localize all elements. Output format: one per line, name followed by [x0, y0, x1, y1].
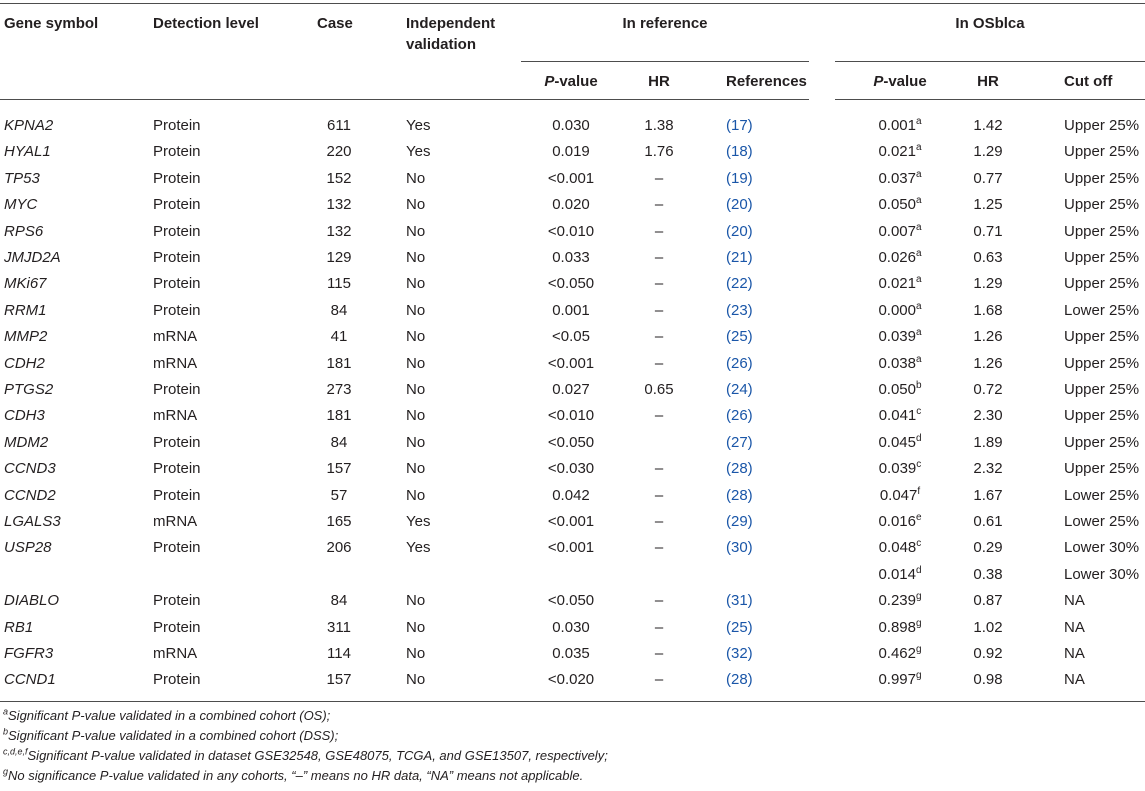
osblca-p-value-cell: 0.039$^c$	[878, 459, 922, 477]
cut-off-cell: Upper 25%	[1064, 249, 1140, 266]
reference-p-value-cell: 0.030	[552, 117, 590, 134]
reference-p-value-cell: 0.033	[552, 249, 590, 266]
detection-level-cell: Protein	[153, 275, 201, 292]
gene-symbol-cell: CCND1	[4, 671, 56, 688]
independent-validation-cell: No	[406, 196, 426, 213]
reference-hr-cell: –	[654, 328, 664, 345]
independent-validation-cell: No	[406, 355, 426, 372]
header-cut-off: Cut off	[1064, 73, 1113, 90]
cut-off-cell: NA	[1064, 619, 1085, 636]
header-ref-p-value: P-value	[544, 73, 598, 90]
reference-p-value-cell: <0.030	[547, 460, 595, 477]
footnote	[3, 768, 583, 784]
case-cell: 181	[326, 407, 352, 424]
reference-link[interactable]: (24)	[726, 381, 753, 398]
osblca-p-value-cell: 0.997$^g$	[878, 670, 922, 688]
independent-validation-cell: Yes	[406, 513, 431, 530]
footnote-marker: a	[915, 142, 922, 153]
footnote	[3, 748, 608, 764]
osblca-p-value-cell: 0.045$^d$	[878, 433, 922, 451]
cut-off-cell: Upper 25%	[1064, 170, 1140, 187]
reference-hr-cell: –	[654, 170, 664, 187]
case-cell: 165	[326, 513, 352, 530]
cut-off-cell: NA	[1064, 645, 1085, 662]
table-bottom-rule	[0, 701, 1145, 702]
cut-off-cell: Lower 30%	[1064, 539, 1140, 556]
detection-level-cell: Protein	[153, 196, 201, 213]
case-cell: 157	[326, 671, 352, 688]
reference-link[interactable]: (18)	[726, 143, 753, 160]
detection-level-cell: Protein	[153, 170, 201, 187]
footnote-marker: a	[915, 274, 922, 285]
gene-symbol-cell: MDM2	[4, 434, 49, 451]
reference-p-value-cell: <0.001	[547, 539, 595, 556]
osblca-hr-cell: 1.26	[973, 355, 1003, 372]
footnote-marker: c	[916, 406, 922, 417]
gene-symbol-cell: TP53	[4, 170, 40, 187]
footnote-marker: c	[916, 538, 922, 549]
osblca-p-value-cell: 0.038$^a$	[878, 354, 922, 372]
osblca-p-value-cell: 0.000$^a$	[878, 301, 922, 319]
gene-symbol-cell: PTGS2	[4, 381, 54, 398]
osblca-hr-cell: 1.02	[973, 619, 1003, 636]
reference-hr-cell: –	[654, 645, 664, 662]
reference-link[interactable]: (26)	[726, 407, 753, 424]
footnote-marker: a	[915, 222, 922, 233]
independent-validation-cell: No	[406, 671, 426, 688]
case-cell: 84	[330, 434, 348, 451]
osblca-hr-cell: 1.29	[973, 275, 1003, 292]
gene-symbol-cell: MMP2	[4, 328, 48, 345]
case-cell: 152	[326, 170, 352, 187]
reference-p-value-cell: 0.019	[552, 143, 590, 160]
reference-p-value-cell: 0.020	[552, 196, 590, 213]
gene-symbol-cell: CCND2	[4, 487, 56, 504]
case-cell: 57	[330, 487, 348, 504]
footnote	[3, 728, 338, 744]
osblca-p-value-cell: 0.239$^g$	[878, 591, 922, 609]
case-cell: 84	[330, 302, 348, 319]
footnote-marker: d	[915, 565, 922, 576]
osblca-p-value-cell: 0.026$^a$	[878, 248, 922, 266]
reference-p-value-cell: 0.030	[552, 619, 590, 636]
reference-p-value-cell: <0.050	[547, 592, 595, 609]
in-osblca-underline	[835, 61, 1145, 62]
osblca-p-value-cell: 0.047$^f$	[879, 486, 921, 504]
independent-validation-cell: Yes	[406, 117, 431, 134]
independent-validation-cell: No	[406, 460, 426, 477]
header-in-reference: In reference	[622, 15, 708, 32]
reference-hr-cell: –	[654, 407, 664, 424]
cut-off-cell: Upper 25%	[1064, 143, 1140, 160]
reference-hr-cell: –	[654, 539, 664, 556]
reference-hr-cell: –	[654, 513, 664, 530]
header-rule-reference	[521, 99, 809, 100]
gene-symbol-cell: FGFR3	[4, 645, 54, 662]
case-cell: 132	[326, 223, 352, 240]
reference-hr-cell: –	[654, 223, 664, 240]
osblca-hr-cell: 0.77	[973, 170, 1003, 187]
independent-validation-cell: No	[406, 619, 426, 636]
cut-off-cell: Upper 25%	[1064, 355, 1140, 372]
gene-symbol-cell: CDH2	[4, 355, 45, 372]
reference-hr-cell: –	[654, 619, 664, 636]
reference-hr-cell: 1.76	[644, 143, 674, 160]
osblca-p-value-cell: 0.039$^a$	[878, 327, 922, 345]
cut-off-cell: Upper 25%	[1064, 196, 1140, 213]
osblca-hr-cell: 1.29	[973, 143, 1003, 160]
detection-level-cell: Protein	[153, 460, 201, 477]
gene-symbol-cell: RPS6	[4, 223, 44, 240]
osblca-hr-cell: 0.38	[973, 566, 1003, 583]
cut-off-cell: Upper 25%	[1064, 381, 1140, 398]
case-cell: 84	[330, 592, 348, 609]
reference-hr-cell: –	[654, 196, 664, 213]
cut-off-cell: Lower 25%	[1064, 302, 1140, 319]
osblca-hr-cell: 1.26	[973, 328, 1003, 345]
osblca-p-value-cell: 0.001$^a$	[878, 116, 922, 134]
osblca-p-value-cell: 0.898$^g$	[878, 618, 922, 636]
footnote-text: Significant P-value validated in a combined cohort (DSS);	[8, 728, 339, 743]
reference-link[interactable]: (28)	[726, 671, 753, 688]
header-ref-hr: HR	[648, 73, 670, 90]
footnote	[3, 708, 330, 724]
gene-symbol-cell: CDH3	[4, 407, 45, 424]
case-cell: 41	[330, 328, 348, 345]
osblca-p-value-cell: 0.050$^b$	[878, 380, 922, 398]
osblca-p-value-cell: 0.021$^a$	[878, 142, 922, 160]
cut-off-cell: Lower 25%	[1064, 487, 1140, 504]
detection-level-cell: Protein	[153, 143, 201, 160]
footnote-marker: a	[915, 301, 922, 312]
reference-hr-cell: –	[654, 592, 664, 609]
osblca-hr-cell: 0.98	[973, 671, 1003, 688]
gene-symbol-cell: RB1	[4, 619, 34, 636]
osblca-p-value-cell: 0.048$^c$	[878, 538, 922, 556]
case-cell: 114	[327, 645, 351, 662]
osblca-p-value-cell: 0.050$^a$	[878, 195, 922, 213]
footnote-text: Significant P-value validated in dataset GSE32548, GSE48075, TCGA, and GSE13507, respectively;	[27, 748, 608, 763]
reference-p-value-cell: 0.001	[552, 302, 590, 319]
reference-link[interactable]: (27)	[726, 434, 753, 451]
header-references: References	[726, 73, 807, 90]
footnote-marker: b	[3, 726, 9, 737]
detection-level-cell: mRNA	[153, 513, 198, 530]
reference-link[interactable]: (25)	[726, 619, 753, 636]
reference-hr-cell: 1.38	[644, 117, 674, 134]
independent-validation-cell: Yes	[406, 539, 431, 556]
detection-level-cell: mRNA	[153, 328, 198, 345]
case-cell: 115	[327, 275, 351, 292]
case-cell: 129	[326, 249, 352, 266]
cut-off-cell: Upper 25%	[1064, 223, 1140, 240]
osblca-p-value-cell: 0.007$^a$	[878, 222, 922, 240]
reference-hr-cell: –	[654, 275, 664, 292]
footnote-marker: b	[915, 380, 922, 391]
osblca-p-value-cell: 0.021$^a$	[878, 274, 922, 292]
osblca-p-value-cell: 0.014$^d$	[878, 565, 922, 583]
detection-level-cell: Protein	[153, 117, 201, 134]
footnote-marker: a	[915, 116, 922, 127]
reference-p-value-cell: <0.020	[547, 671, 595, 688]
reference-p-value-cell: <0.001	[547, 355, 595, 372]
gene-symbol-cell: CCND3	[4, 460, 56, 477]
reference-hr-cell: –	[654, 302, 664, 319]
cut-off-cell: Upper 25%	[1064, 275, 1140, 292]
reference-hr-cell: 0.65	[644, 381, 674, 398]
cut-off-cell: Lower 25%	[1064, 513, 1140, 530]
reference-p-value-cell: <0.050	[547, 434, 595, 451]
independent-validation-cell: No	[406, 645, 426, 662]
header-gene-symbol: Gene symbol	[4, 15, 99, 32]
independent-validation-cell: No	[406, 275, 426, 292]
reference-p-value-cell: <0.001	[547, 170, 595, 187]
reference-link[interactable]: (32)	[726, 645, 753, 662]
cut-off-cell: NA	[1064, 671, 1085, 688]
cut-off-cell: Upper 25%	[1064, 434, 1140, 451]
footnote-marker: c	[916, 459, 922, 470]
header-case: Case	[317, 15, 353, 32]
osblca-hr-cell: 0.92	[973, 645, 1003, 662]
osblca-hr-cell: 1.68	[973, 302, 1003, 319]
detection-level-cell: Protein	[153, 619, 201, 636]
independent-validation-cell: No	[406, 302, 426, 319]
independent-validation-cell: No	[406, 592, 426, 609]
osblca-hr-cell: 1.25	[973, 196, 1003, 213]
header-rule-left	[0, 99, 521, 100]
osblca-hr-cell: 0.29	[973, 539, 1003, 556]
reference-link[interactable]: (26)	[726, 355, 753, 372]
reference-link[interactable]: (28)	[726, 487, 753, 504]
osblca-hr-cell: 2.32	[973, 460, 1003, 477]
reference-hr-cell: –	[654, 249, 664, 266]
footnote-marker: d	[915, 433, 922, 444]
reference-link[interactable]: (21)	[726, 249, 753, 266]
footnote-text: Significant P-value validated in a combined cohort (OS);	[8, 708, 331, 723]
detection-level-cell: Protein	[153, 487, 201, 504]
detection-level-cell: Protein	[153, 671, 201, 688]
gene-symbol-cell: LGALS3	[4, 513, 61, 530]
independent-validation-cell: Yes	[406, 143, 431, 160]
reference-p-value-cell: <0.050	[547, 275, 595, 292]
independent-validation-cell: No	[406, 381, 426, 398]
footnote-marker: c,d,e,f	[3, 746, 28, 757]
reference-link[interactable]: (31)	[726, 592, 753, 609]
reference-link[interactable]: (28)	[726, 460, 753, 477]
osblca-hr-cell: 0.72	[973, 381, 1003, 398]
independent-validation-cell: No	[406, 170, 426, 187]
case-cell: 206	[326, 539, 352, 556]
cut-off-cell: Upper 25%	[1064, 407, 1140, 424]
detection-level-cell: Protein	[153, 302, 201, 319]
footnote-marker: e	[915, 512, 922, 523]
osblca-hr-cell: 0.71	[973, 223, 1003, 240]
reference-link[interactable]: (20)	[726, 223, 753, 240]
cut-off-cell: Upper 25%	[1064, 117, 1140, 134]
osblca-hr-cell: 0.63	[973, 249, 1003, 266]
header-rule-osblca	[835, 99, 1145, 100]
gene-symbol-cell: DIABLO	[4, 592, 60, 609]
detection-level-cell: mRNA	[153, 407, 198, 424]
table-top-rule	[0, 3, 1145, 4]
cut-off-cell: Lower 30%	[1064, 566, 1140, 583]
case-cell: 273	[326, 381, 352, 398]
case-cell: 220	[326, 143, 352, 160]
gene-symbol-cell: MYC	[4, 196, 38, 213]
independent-validation-cell: No	[406, 487, 426, 504]
reference-link[interactable]: (20)	[726, 196, 753, 213]
reference-p-value-cell: <0.010	[547, 223, 595, 240]
cut-off-cell: NA	[1064, 592, 1085, 609]
header-in-osblca: In OSblca	[955, 15, 1025, 32]
footnote-marker: a	[915, 327, 922, 338]
independent-validation-cell: No	[406, 249, 426, 266]
case-cell: 157	[326, 460, 352, 477]
reference-p-value-cell: <0.001	[547, 513, 595, 530]
osblca-hr-cell: 1.67	[973, 487, 1003, 504]
detection-level-cell: Protein	[153, 381, 201, 398]
reference-link[interactable]: (30)	[726, 539, 753, 556]
gene-symbol-cell: JMJD2A	[4, 249, 61, 266]
detection-level-cell: Protein	[153, 223, 201, 240]
detection-level-cell: mRNA	[153, 355, 198, 372]
osblca-p-value-cell: 0.016e	[878, 512, 922, 530]
footnote-marker: g	[915, 670, 922, 681]
osblca-hr-cell: 0.61	[973, 513, 1003, 530]
footnote-marker: a	[915, 169, 922, 180]
osblca-hr-cell: 1.42	[973, 117, 1003, 134]
osblca-hr-cell: 2.30	[973, 407, 1003, 424]
reference-link[interactable]: (17)	[726, 117, 753, 134]
gene-symbol-cell: MKi67	[4, 275, 47, 292]
footnote-marker: a	[3, 706, 9, 717]
header-os-p-value: P-value	[873, 73, 927, 90]
case-cell: 132	[326, 196, 352, 213]
detection-level-cell: Protein	[153, 434, 201, 451]
reference-link[interactable]: (25)	[726, 328, 753, 345]
footnote-marker: a	[915, 248, 922, 259]
gene-symbol-cell: RRM1	[4, 302, 47, 319]
reference-hr-cell: –	[654, 355, 664, 372]
independent-validation-cell: No	[406, 328, 426, 345]
footnote-marker: g	[915, 591, 922, 602]
independent-validation-cell: No	[406, 434, 426, 451]
gene-symbol-cell: KPNA2	[4, 117, 54, 134]
osblca-hr-cell: 0.87	[973, 592, 1003, 609]
in-reference-underline	[521, 61, 809, 62]
reference-hr-cell: –	[654, 487, 664, 504]
case-cell: 181	[326, 355, 352, 372]
reference-p-value-cell: 0.027	[552, 381, 590, 398]
reference-p-value-cell: <0.010	[547, 407, 595, 424]
footnote-marker: g	[915, 644, 922, 655]
detection-level-cell: Protein	[153, 539, 201, 556]
footnote-marker: g	[3, 766, 9, 777]
osblca-hr-cell: 1.89	[973, 434, 1003, 451]
footnote-marker: a	[915, 354, 922, 365]
footnote-marker: g	[915, 618, 922, 629]
reference-link[interactable]: (22)	[726, 275, 753, 292]
header-os-hr: HR	[977, 73, 999, 90]
gene-symbol-cell: USP28	[4, 539, 52, 556]
case-cell: 611	[327, 117, 351, 134]
osblca-p-value-cell: 0.037$^a$	[878, 169, 922, 187]
cut-off-cell: Upper 25%	[1064, 328, 1140, 345]
reference-p-value-cell: 0.035	[552, 645, 590, 662]
reference-p-value-cell: 0.042	[552, 487, 590, 504]
header-independent: Independent	[406, 15, 496, 32]
footnote-marker: a	[915, 195, 922, 206]
gene-symbol-cell: HYAL1	[4, 143, 51, 160]
reference-link[interactable]: (23)	[726, 302, 753, 319]
footnote-text: No significance P-value validated in any cohorts, “–” means no HR data, “NA” means not applicable.	[8, 768, 584, 783]
footnote-marker: f	[917, 486, 921, 497]
osblca-p-value-cell: 0.041$^c$	[878, 406, 922, 424]
independent-validation-cell: No	[406, 407, 426, 424]
header-validation: validation	[406, 36, 477, 53]
reference-p-value-cell: <0.05	[552, 328, 590, 345]
header-detection-level: Detection level	[153, 15, 259, 32]
case-cell: 311	[327, 619, 351, 636]
detection-level-cell: Protein	[153, 592, 201, 609]
independent-validation-cell: No	[406, 223, 426, 240]
reference-hr-cell: –	[654, 671, 664, 688]
detection-level-cell: mRNA	[153, 645, 198, 662]
reference-link[interactable]: (19)	[726, 170, 753, 187]
reference-hr-cell: –	[654, 460, 664, 477]
osblca-p-value-cell: 0.462$^g$	[878, 644, 922, 662]
detection-level-cell: Protein	[153, 249, 201, 266]
reference-link[interactable]: (29)	[726, 513, 753, 530]
cut-off-cell: Upper 25%	[1064, 460, 1140, 477]
